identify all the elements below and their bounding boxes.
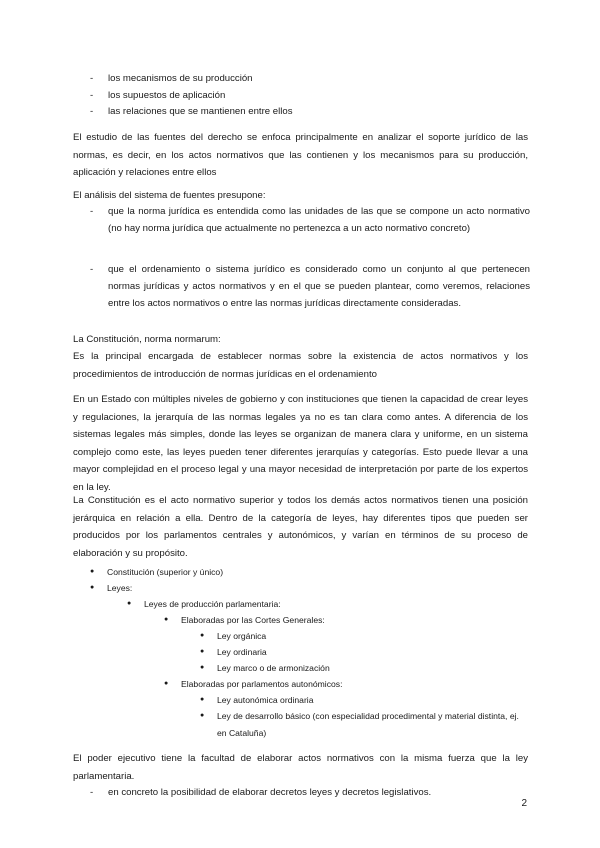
paragraph-constitucion-norma: Es la principal encargada de establecer normas sobre la existencia de actos normativos y los procedimientos de introducción de normas jurídicas en el ordenamiento bbox=[73, 351, 528, 380]
bullet-icon: ● bbox=[200, 664, 205, 671]
paragraph-constitucion: La Constitución es el acto normativo superior y todos los demás actos normativos tienen una posición jerárquica en relación a ella. Dentro de la categoría de leyes, hay diferentes tipos que pueden ser producidos por los parlamentos centrales y autonómicos, y varían en términos de su proceso de elaboración y su propósito. bbox=[73, 495, 528, 559]
list-item: ● Elaboradas por las Cortes Generales: bbox=[164, 612, 325, 629]
bullet-icon: ● bbox=[200, 696, 205, 703]
bullet-icon: ● bbox=[90, 584, 95, 591]
paragraph-estudio: El estudio de las fuentes del derecho se enfoca principalmente en analizar el soporte jurídico de las normas, es decir, en los actos normativos que las contienen y los mecanismos para su producción, aplicación y relaciones entre ellos bbox=[73, 132, 528, 178]
dash-marker: - bbox=[90, 106, 94, 117]
list-item: ● Ley ordinaria bbox=[200, 644, 267, 661]
dash-marker: - bbox=[90, 73, 94, 84]
list-item: ● Ley de desarrollo básico (con especialidad procedimental y material distinta, ej. en Cataluña) bbox=[200, 708, 530, 741]
constitucion-heading: La Constitución, norma normarum: bbox=[73, 334, 221, 345]
dash-marker: - bbox=[90, 787, 94, 798]
dash-marker: - bbox=[90, 264, 94, 275]
list-item: - que la norma jurídica es entendida como las unidades de las que se compone un acto normativo (no hay norma jurídica que actualmente no pertenezca a un acto normativo concreto) bbox=[90, 206, 530, 234]
list-item: ● Ley autonómica ordinaria bbox=[200, 692, 314, 709]
list-item: ● Leyes de producción parlamentaria: bbox=[127, 596, 281, 613]
list-item: ● Ley orgánica bbox=[200, 628, 266, 645]
list-item: ● Elaboradas por parlamentos autonómicos: bbox=[164, 676, 342, 693]
list-item: ● Leyes: bbox=[90, 580, 132, 597]
list-item: - los mecanismos de su producción bbox=[90, 71, 530, 88]
bullet-icon: ● bbox=[200, 632, 205, 639]
paragraph-estado: En un Estado con múltiples niveles de gobierno y con instituciones que tienen la capacidad de crear leyes y regulaciones, la jerarquía de las normas legales ya no es tan clara como antes. A diferencia de los sistemas legales más simples, donde las leyes se organizan de manera clara y uniforme, en un sistema complejo como este, las leyes pueden tener diferentes jerarquías y categorías. Esto puede llevar a una mayor complejidad en el proceso legal y una mayor necesidad de interpretación por parte de los expertos en la ley. bbox=[73, 394, 528, 493]
dash-marker: - bbox=[90, 90, 94, 101]
list-item: - las relaciones que se mantienen entre ellos bbox=[90, 104, 530, 121]
paragraph-ejecutivo: El poder ejecutivo tiene la facultad de elaborar actos normativos con la misma fuerza que la ley parlamentaria. bbox=[73, 753, 528, 782]
bullet-icon: ● bbox=[164, 680, 169, 687]
list-item: - los supuestos de aplicación bbox=[90, 88, 530, 105]
page-number: 2 bbox=[521, 798, 527, 809]
list-item: - que el ordenamiento o sistema jurídico es considerado como un conjunto al que pertenecen normas jurídicas y actos normativos y en el que se pueden plantear, como veremos, relaciones entre los actos normativos o entre las normas jurídicas directamente consideradas. bbox=[90, 264, 530, 309]
bullet-icon: ● bbox=[200, 648, 205, 655]
bullet-icon: ● bbox=[90, 568, 95, 575]
list-item: ● Constitución (superior y único) bbox=[90, 564, 223, 581]
bullet-icon: ● bbox=[200, 712, 205, 719]
dash-marker: - bbox=[90, 206, 94, 217]
list-item: - en concreto la posibilidad de elaborar decretos leyes y decretos legislativos. bbox=[90, 785, 530, 802]
analisis-heading: El análisis del sistema de fuentes presupone: bbox=[73, 190, 266, 201]
bullet-icon: ● bbox=[164, 616, 169, 623]
bullet-icon: ● bbox=[127, 600, 132, 607]
list-item: ● Ley marco o de armonización bbox=[200, 660, 330, 677]
